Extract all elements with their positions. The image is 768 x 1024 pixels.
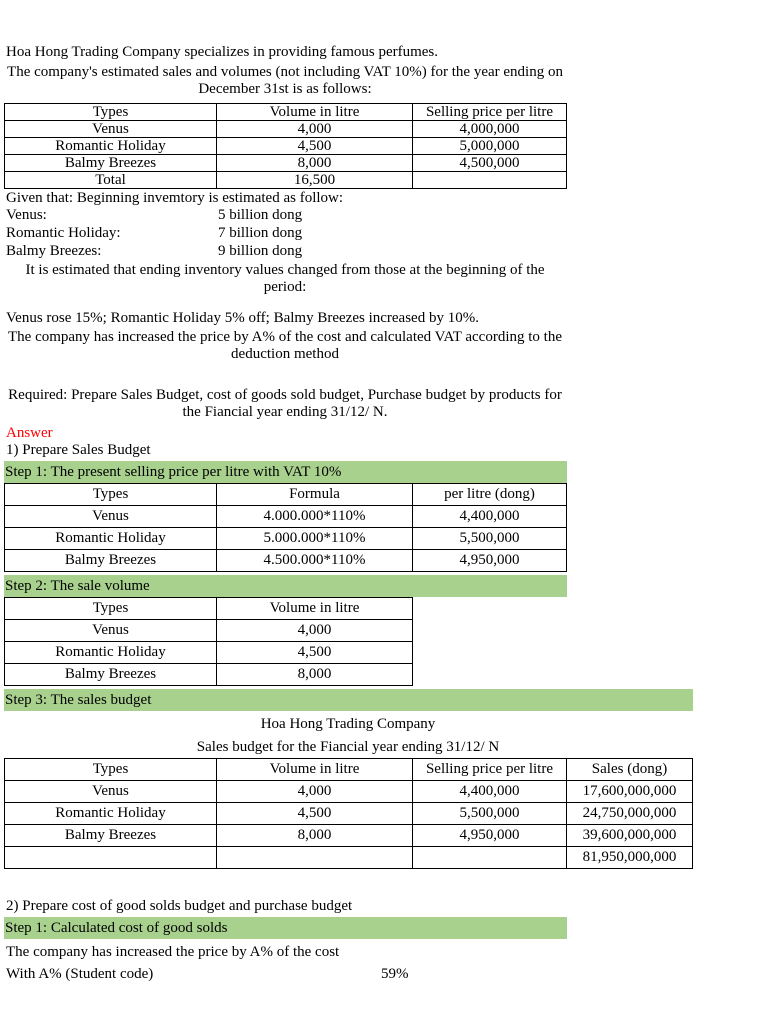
part1-heading: 1) Prepare Sales Budget bbox=[6, 442, 151, 458]
step1-banner: Step 1: The present selling price per litre with VAT 10% bbox=[4, 461, 567, 483]
table-cell: 4.500.000*110% bbox=[217, 550, 413, 572]
table-cell: Romantic Holiday bbox=[5, 642, 217, 664]
header-cell: Selling price per litre bbox=[413, 104, 567, 121]
header-cell: Sales (dong) bbox=[567, 759, 693, 781]
answer-label: Answer bbox=[6, 425, 53, 441]
header-cell: Types bbox=[5, 598, 217, 620]
header-cell: per litre (dong) bbox=[413, 484, 567, 506]
table-cell bbox=[413, 172, 567, 189]
table-cell: 8,000 bbox=[217, 664, 413, 686]
table-cell: Romantic Holiday bbox=[5, 138, 217, 155]
intro-line-1: Hoa Hong Trading Company specializes in providing famous perfumes. bbox=[6, 44, 439, 60]
step3-banner: Step 3: The sales budget bbox=[4, 689, 693, 711]
table-row bbox=[5, 664, 413, 686]
part2-note: The company has increased the price by A% of the cost bbox=[6, 944, 340, 960]
table-cell: Balmy Breezes bbox=[5, 550, 217, 572]
table-row bbox=[5, 803, 693, 825]
table-cell: 24,750,000,000 bbox=[567, 803, 693, 825]
intro-line-2: The company's estimated sales and volumes (not including VAT 10%) for the year ending on December 31st is as follows: bbox=[7, 64, 563, 97]
header-cell: Selling price per litre bbox=[413, 759, 567, 781]
table-cell: 4,000 bbox=[217, 121, 413, 138]
table-cell: Balmy Breezes bbox=[5, 664, 217, 686]
required-text: Required: Prepare Sales Budget, cost of goods sold budget, Purchase budget by products for the Fiancial year ending 31/12/ N. bbox=[8, 387, 562, 420]
table-row bbox=[5, 155, 567, 172]
table-cell: Venus bbox=[5, 121, 217, 138]
part2-step1-banner: Step 1: Calculated cost of good solds bbox=[4, 917, 567, 939]
table-cell: 81,950,000,000 bbox=[567, 847, 693, 869]
table-row bbox=[5, 620, 413, 642]
table-cell: Venus bbox=[5, 781, 217, 803]
table-cell: 4,000 bbox=[217, 781, 413, 803]
table-cell: 8,000 bbox=[217, 825, 413, 847]
step2-volume-table bbox=[4, 597, 413, 686]
table-cell: 5,500,000 bbox=[413, 803, 567, 825]
sales-budget-table bbox=[4, 758, 693, 869]
table-cell: 4,500 bbox=[217, 803, 413, 825]
step1-price-table bbox=[4, 483, 567, 572]
table-cell: Total bbox=[5, 172, 217, 189]
table-cell: 4,400,000 bbox=[413, 506, 567, 528]
table-row bbox=[5, 825, 693, 847]
table-row bbox=[5, 642, 413, 664]
budget-company-name: Hoa Hong Trading Company bbox=[260, 716, 436, 732]
table-cell: Balmy Breezes bbox=[5, 155, 217, 172]
a-percent-label: With A% (Student code) bbox=[6, 966, 154, 982]
table-cell: 5.000.000*110% bbox=[217, 528, 413, 550]
table-cell: 5,000,000 bbox=[413, 138, 567, 155]
inventory-label-venus: Venus: bbox=[6, 207, 47, 223]
given-data-table bbox=[4, 103, 567, 189]
header-cell: Formula bbox=[217, 484, 413, 506]
table-header-row bbox=[5, 598, 413, 620]
table-row bbox=[5, 506, 567, 528]
table-cell: 4,400,000 bbox=[413, 781, 567, 803]
table-cell: Romantic Holiday bbox=[5, 803, 217, 825]
table-header-row bbox=[5, 484, 567, 506]
table-row bbox=[5, 550, 567, 572]
header-cell: Types bbox=[5, 759, 217, 781]
inventory-heading: Given that: Beginning invemtory is estimated as follow: bbox=[6, 190, 344, 206]
table-cell: 17,600,000,000 bbox=[567, 781, 693, 803]
table-cell: Venus bbox=[5, 620, 217, 642]
table-row bbox=[5, 528, 567, 550]
table-cell: Balmy Breezes bbox=[5, 825, 217, 847]
price-note: The company has increased the price by A% of the cost and calculated VAT according to the deduction method bbox=[8, 329, 562, 362]
table-row bbox=[5, 121, 567, 138]
inventory-changes: Venus rose 15%; Romantic Holiday 5% off; Balmy Breezes increased by 10%. bbox=[6, 310, 479, 326]
table-cell: 5,500,000 bbox=[413, 528, 567, 550]
inventory-value-venus: 5 billion dong bbox=[218, 207, 303, 223]
table-cell bbox=[5, 847, 217, 869]
a-percent-value: 59% bbox=[381, 966, 409, 982]
part2-heading: 2) Prepare cost of good solds budget and purchase budget bbox=[6, 898, 353, 914]
step2-banner: Step 2: The sale volume bbox=[4, 575, 567, 597]
inventory-label-balmy: Balmy Breezes: bbox=[6, 243, 102, 259]
table-cell: 4,500,000 bbox=[413, 155, 567, 172]
table-row bbox=[5, 781, 693, 803]
table-cell: 4,500 bbox=[217, 642, 413, 664]
header-cell: Volume in litre bbox=[217, 759, 413, 781]
inventory-value-balmy: 9 billion dong bbox=[218, 243, 303, 259]
table-total-row bbox=[5, 172, 567, 189]
table-cell: Venus bbox=[5, 506, 217, 528]
table-cell: 4,000,000 bbox=[413, 121, 567, 138]
table-cell: 4,000 bbox=[217, 620, 413, 642]
table-cell: 4,500 bbox=[217, 138, 413, 155]
ending-inventory-note: It is estimated that ending inventory values changed from those at the beginning of the period: bbox=[25, 262, 545, 295]
table-cell bbox=[413, 847, 567, 869]
table-total-row bbox=[5, 847, 693, 869]
table-cell: 39,600,000,000 bbox=[567, 825, 693, 847]
table-cell bbox=[217, 847, 413, 869]
inventory-label-romantic: Romantic Holiday: bbox=[6, 225, 121, 241]
header-cell: Volume in litre bbox=[217, 104, 413, 121]
table-cell: 4,950,000 bbox=[413, 825, 567, 847]
table-cell: 16,500 bbox=[217, 172, 413, 189]
table-header-row bbox=[5, 104, 567, 121]
table-cell: 8,000 bbox=[217, 155, 413, 172]
table-cell: 4.000.000*110% bbox=[217, 506, 413, 528]
header-cell: Types bbox=[5, 104, 217, 121]
header-cell: Volume in litre bbox=[217, 598, 413, 620]
inventory-value-romantic: 7 billion dong bbox=[218, 225, 303, 241]
header-cell: Types bbox=[5, 484, 217, 506]
table-cell: Romantic Holiday bbox=[5, 528, 217, 550]
budget-subtitle: Sales budget for the Fiancial year ending 31/12/ N bbox=[196, 739, 500, 755]
table-cell: 4,950,000 bbox=[413, 550, 567, 572]
table-header-row bbox=[5, 759, 693, 781]
table-row bbox=[5, 138, 567, 155]
